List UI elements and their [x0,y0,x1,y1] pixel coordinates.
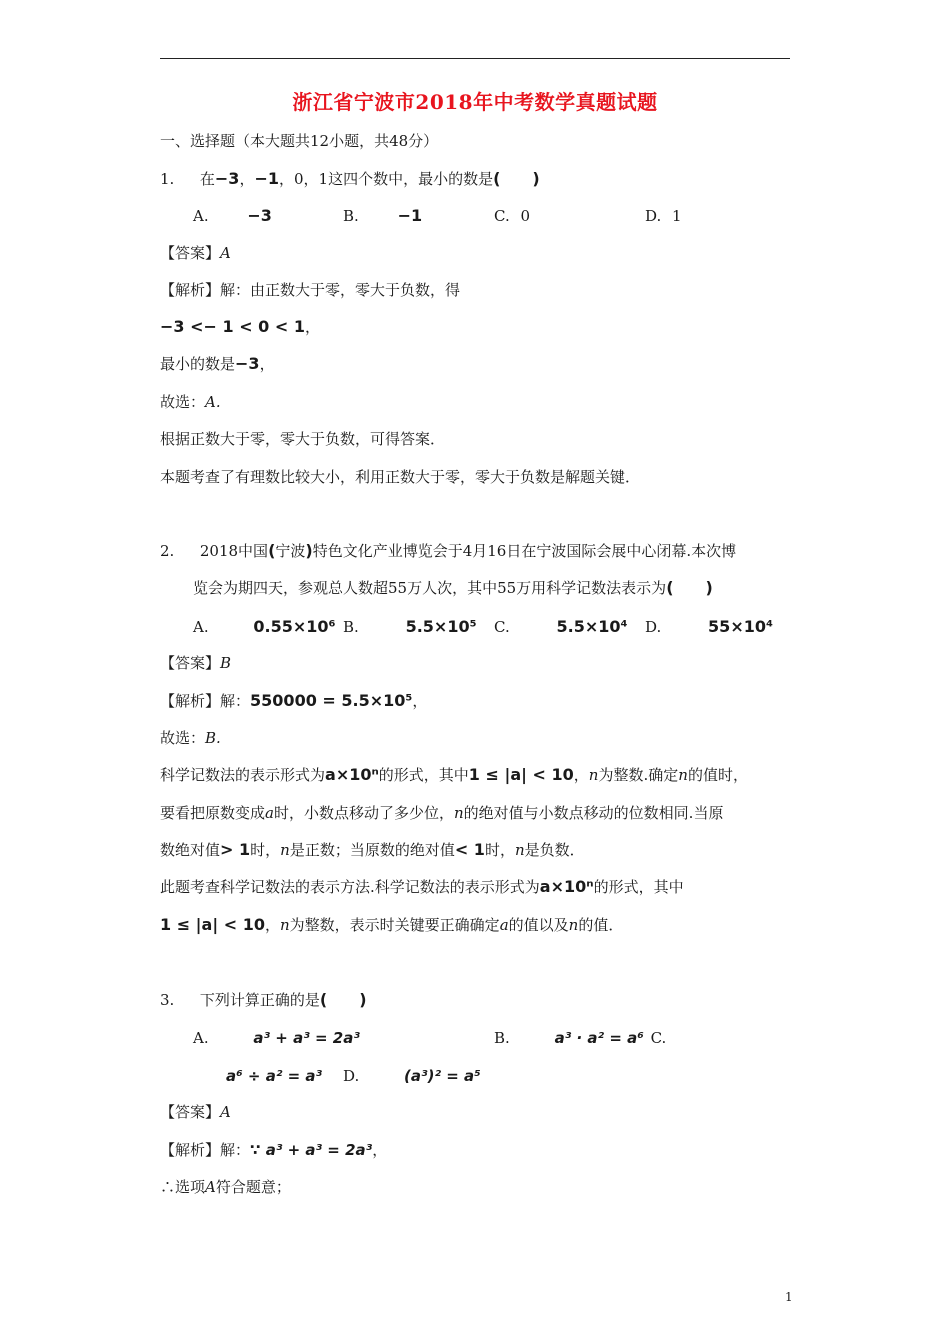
q1-note-1: 根据正数大于零，零大于负数，可得答案． [160,430,446,448]
q1-option-a: A. −3 [193,206,272,225]
q3-conclusion: ∴选项A符合题意； [160,1178,291,1196]
q3-stem: 3. 下列计算正确的是( ) [160,990,367,1009]
q1-option-d: D. 1 [645,207,682,225]
q2-analysis: 【解析】解：550000 = 5.5×10⁵， [160,691,428,710]
q2-answer: 【答案】B [160,654,232,672]
q2-option-d: D. 55×10⁴ [645,617,773,636]
page-number: 1 [785,1290,793,1304]
q2-explain-3: 数绝对值> 1时，n是正数；当原数的绝对值< 1时，n是负数． [160,840,585,859]
q2-stem-line-2: 览会为期四天，参观总人数超55万人次，其中55万用科学记数法表示为( ) [193,578,713,597]
top-rule [160,58,790,59]
q2-option-c: C. 5.5×10⁴ [494,617,628,636]
q1-option-b: B. −1 [343,206,423,225]
q1-option-c: C. 0 [494,207,531,225]
q1-inequality: −3 <− 1 < 0 < 1， [160,317,320,336]
q3-option-d: D. (a³)² = a⁵ [343,1067,481,1085]
q2-option-b: B. 5.5×10⁵ [343,617,477,636]
q2-explain-1: 科学记数法的表示形式为a×10ⁿ的形式，其中1 ≤ |a| < 10，n为整数.确定n的值时， [160,765,748,784]
q2-explain-5: 1 ≤ |a| < 10，n为整数，表示时关键要正确确定a的值以及n的值． [160,915,624,934]
q1-analysis: 【解析】解：由正数大于零，零大于负数，得 [160,281,461,299]
q1-answer: 【答案】A [160,244,231,262]
q1-stem: 1. 在−3，−1，0，1这四个数中，最小的数是( ) [160,169,540,188]
q2-explain-2: 要看把原数变成a时，小数点移动了多少位，n的绝对值与小数点移动的位数相同.当原 [160,804,724,822]
q3-option-a: A. a³ + a³ = 2a³ [193,1029,360,1047]
q3-option-c: a⁶ ÷ a² = a³ [226,1067,323,1085]
document-title: 浙江省宁波市2018年中考数学真题试题 [292,90,658,114]
q2-option-a: A. 0.55×10⁶ [193,617,336,636]
q1-minimum: 最小的数是−3， [160,354,275,373]
section-heading: 一、选择题（本大题共12小题，共48分） [160,132,439,150]
q2-number: 2. [160,542,175,560]
q3-number: 3. [160,991,175,1009]
q2-stem-line-1: 2. 2018中国(宁波)特色文化产业博览会于4月16日在宁波国际会展中心闭幕.本次博 [160,541,737,560]
q1-note-2: 本题考查了有理数比较大小，利用正数大于零，零大于负数是解题关键． [160,468,641,486]
q3-option-b: B. a³ · a² = a⁶ C. [494,1029,667,1047]
q2-explain-4: 此题考查科学记数法的表示方法.科学记数法的表示形式为a×10ⁿ的形式，其中 [160,877,684,896]
q3-analysis: 【解析】解：∵ a³ + a³ = 2a³， [160,1141,388,1159]
q3-answer: 【答案】A [160,1103,231,1121]
q1-choose: 故选：A. [160,393,221,411]
q1-number: 1. [160,170,175,188]
q2-choose: 故选：B. [160,729,221,747]
